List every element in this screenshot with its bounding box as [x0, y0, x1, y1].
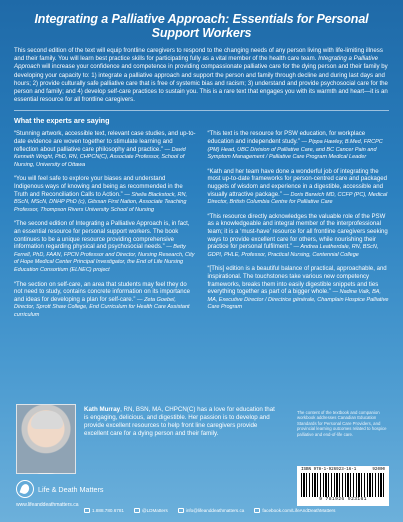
author-bio-text: has a love for education that is engaging, delicious, and digestible. Her passion is to develop and provide excellent resources to help front line caregivers provide excellent care for a dying person and their family. [84, 406, 275, 437]
isbn-barcode [297, 466, 389, 506]
leaf-logo-icon [16, 480, 34, 498]
publisher-logo-block [16, 480, 104, 498]
quote-attribution: — Betty Ferrell, PhD, FAAN, FPCN Professor and Director, Nursing Research, City of Hope Medical Center Principal Investigator, the End of Life Nursing Education Consortium (ELNEC) project [14, 244, 195, 273]
quote-attribution: — Pippa Hawley, B.Med, FRCPC (PM) Head, UBC Division of Palliative Care, and BC Cancer Pain and Symptom Management / Palliative Care Program Medical Leader [207, 139, 383, 161]
email-icon [178, 508, 184, 513]
twitter-icon [134, 508, 140, 513]
quote [208, 169, 390, 207]
quote-attribution: — Andrea Leatherdale, RN, BScN, GDPI, PHLE, Professor, Practical Nursing, Centennial College [207, 244, 379, 258]
quote-attribution: — Doris Barwich MD, CCFP (PC), Medical Director, British Columbia Centre for Palliative Care [207, 191, 388, 206]
author-credentials: , RN, BSN, MA, CHPCN(C) [120, 406, 196, 413]
quote-text: “Kath and her team have done a wonderful job of integrating the most up-to-date frameworks for person-centred care and packaged nuggets of wisdom and experience in a digestible, accessible and visually attractive package.” [207, 168, 387, 198]
quote-text: “Stunning artwork, accessible text, relevant case studies, and up-to-date evidence are woven together to stimulate learning and reflection about palliative care philosophy and practice.” [14, 131, 196, 153]
quote [208, 266, 390, 312]
email-address: info@lifeanddeathmatters.ca [185, 508, 245, 513]
experts-heading: What the experts are saying [14, 116, 110, 126]
phone-contact [84, 508, 124, 513]
quote [208, 131, 390, 161]
quote-text: “You will feel safe to explore your biases and understand Indigenous ways of knowing and being as recommended in the Truth and Reconciliation Calls to Action.” [14, 176, 183, 198]
facebook-contact[interactable] [254, 508, 335, 513]
publisher-name: Life & Death Matters [38, 484, 104, 494]
intro-text: This second edition of the text will equip frontline caregivers to respond to the changing needs of any person living with life-limiting illness and their family. You will learn best practice skills for participating fully as a vital member of the health care team. [14, 47, 383, 63]
quotes-columns [14, 131, 389, 326]
quote [14, 221, 196, 274]
quote [14, 282, 196, 320]
isbn-label: ISBN 978-1-926923-16-1 [301, 468, 357, 472]
quote [208, 214, 390, 260]
intro-paragraph [14, 47, 389, 104]
quotes-right-column [208, 131, 390, 326]
twitter-handle: @LDMatters [141, 508, 168, 513]
quote-attribution: — Shelia Blackstock, RN, BScN, MScN, DNHP PhD (c), Gitxsan First Nation, Associate Teaching Professor, Thompson Rivers University School of Nursing [14, 191, 188, 213]
phone-number: 1.888.780.6781 [92, 508, 124, 513]
twitter-contact[interactable] [134, 508, 168, 513]
facebook-url: facebook.com/LifeAndDeathMatters [262, 508, 336, 513]
author-footer [14, 398, 389, 522]
quote-text: “This resource directly acknowledges the valuable role of the PSW as a knowledgeable and integral member of the interprofessional team; it is a ‘must-have’ resource for all frontline caregivers seeking ways to provide excellent care for others, while nourishing their practice for personal fulfilment.” [207, 213, 388, 251]
quote [14, 131, 196, 169]
quote-text: “The section on self-care, an area that students may feel they do not need to study, contains concrete information on its importance and ideas for developing a plan for self-care.” [14, 281, 191, 303]
quote-text: “This text is the resource for PSW education, for workplace education and independent study.” [207, 131, 366, 146]
quotes-left-column [14, 131, 196, 326]
phone-icon [84, 508, 90, 513]
facebook-icon [254, 508, 260, 513]
barcode-bars [301, 473, 385, 497]
isbn-number: 9 781926 923161 [319, 497, 367, 502]
divider [14, 110, 389, 111]
quote-attribution: — Nadine Valk, BA, MA, Executive Director / Directrice générale, Champlain Hospice Palliative Care Program [207, 289, 389, 311]
contact-row [84, 508, 335, 513]
author-name: Kath Murray [84, 406, 121, 413]
author-photo [16, 404, 76, 474]
intro-book-title: Integrating a Palliative Approach [14, 55, 379, 71]
price-code: 92000 [372, 468, 385, 472]
quote-text: “[This] edition is a beautiful balance of practical, approachable, and inspirational. The touchstones take various new competency frameworks, breaks them into easily digestible snippets and ties everything together as part of a bigger whole.” [207, 266, 387, 296]
quote-text: “The second edition of Integrating a Palliative Approach is, in fact, an essential resource for personal support workers. The book continues to be a unique resource providing comprehensive information regarding physical and psychosocial needs.” [14, 221, 190, 251]
certification-note: The content of the textbook and companion workbook addresses Canadian Education Standards for Personal Care Providers, and provincial learning outcomes related to hospice palliative and end-of-life care. [297, 410, 387, 437]
publisher-url[interactable]: www.lifeanddeathmatters.ca [16, 502, 79, 508]
quote [14, 176, 196, 214]
intro-text-rest: will increase your confidence and competence in providing compassionate palliative care for the dying person and their family by developing your capacity to: 1) integrate a palliative approach and support the person and family through decline and during last days and hours; 2) provide culturally safe palliative care that is free of systemic bias and racism; 3) understand and provide psychosocial care for the person and family; and 4) develop self-care practices to sustain you. This is a rare text that engages you with its warmth and heart—it is an essential resource for all frontline caregivers. [14, 63, 388, 104]
quote-attribution: — Zeta Goebel, Director, Sprott Shaw College, End Curriculum for Health Care Assistant curriculum [14, 296, 190, 318]
quote-attribution: — David Kenneth Wright, PhD, RN, CHPCN(C), Associate Professor, School of Nursing, University of Ottawa [14, 146, 186, 168]
email-contact[interactable] [178, 508, 245, 513]
author-bio [84, 406, 280, 438]
book-title: Integrating a Palliative Approach: Essentials for Personal Support Workers [34, 12, 369, 40]
